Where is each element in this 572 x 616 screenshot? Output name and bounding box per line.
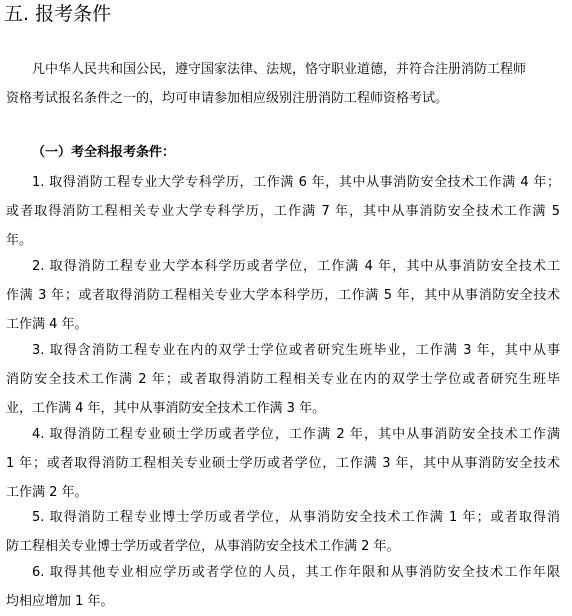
condition-line: 业，工作满 4 年，其中从事消防安全技术工作满 3 年。 — [6, 401, 326, 416]
intro-paragraph — [6, 56, 560, 113]
condition-item-3 — [6, 336, 560, 423]
condition-line: 年。 — [6, 233, 33, 248]
condition-item-6 — [6, 558, 560, 616]
condition-line: 2. 取得消防工程专业大学本科学历或者学位，工作满 4 年，其中从事消防安全技术工 — [32, 259, 560, 274]
condition-line: 防工程相关专业博士学历或者学位，从事消防安全技术工作满 2 年。 — [6, 539, 400, 554]
condition-line: 工作满 2 年。 — [6, 485, 88, 500]
condition-line: 作满 3 年；或者取得消防工程相关专业大学本科学历，工作满 5 年，其中从事消防安全技术 — [6, 288, 560, 303]
section-heading: 五. 报考条件 — [4, 3, 112, 25]
condition-line: 1. 取得消防工程专业大学专科学历，工作满 6 年，其中从事消防安全技术工作满 4 年； — [32, 175, 560, 190]
condition-item-5 — [6, 503, 560, 561]
condition-line: 或者取得消防工程相关专业大学专科学历，工作满 7 年，其中从事消防安全技术工作满 5 — [6, 204, 560, 219]
condition-line: 6. 取得其他专业相应学历或者学位的人员，其工作年限和从事消防安全技术工作年限 — [32, 565, 560, 580]
condition-item-4 — [6, 420, 560, 507]
condition-line: 均相应增加 1 年。 — [6, 594, 114, 609]
condition-line: 1 年；或者取得消防工程相关专业硕士学历或者学位，工作满 3 年，其中从事消防安全技术 — [6, 456, 560, 471]
intro-line: 凡中华人民共和国公民，遵守国家法律、法规，恪守职业道德，并符合注册消防工程师 — [32, 62, 527, 77]
condition-line: 消防安全技术工作满 2 年；或者取得消防工程相关专业在内的双学士学位或者研究生班毕 — [6, 372, 560, 387]
condition-item-1 — [6, 168, 560, 255]
condition-line: 4. 取得消防工程专业硕士学历或者学位，工作满 2 年，其中从事消防安全技术工作满 — [32, 427, 560, 442]
condition-item-2 — [6, 252, 560, 339]
condition-line: 工作满 4 年。 — [6, 317, 88, 332]
condition-line: 5. 取得消防工程专业博士学历或者学位，从事消防安全技术工作满 1 年；或者取得消 — [32, 510, 560, 525]
subsection-heading: （一）考全科报考条件： — [32, 145, 176, 160]
condition-line: 3. 取得含消防工程专业在内的双学士学位或者研究生班毕业，工作满 3 年，其中从事 — [32, 343, 560, 358]
intro-line: 资格考试报名条件之一的，均可申请参加相应级别注册消防工程师资格考试。 — [6, 90, 449, 106]
